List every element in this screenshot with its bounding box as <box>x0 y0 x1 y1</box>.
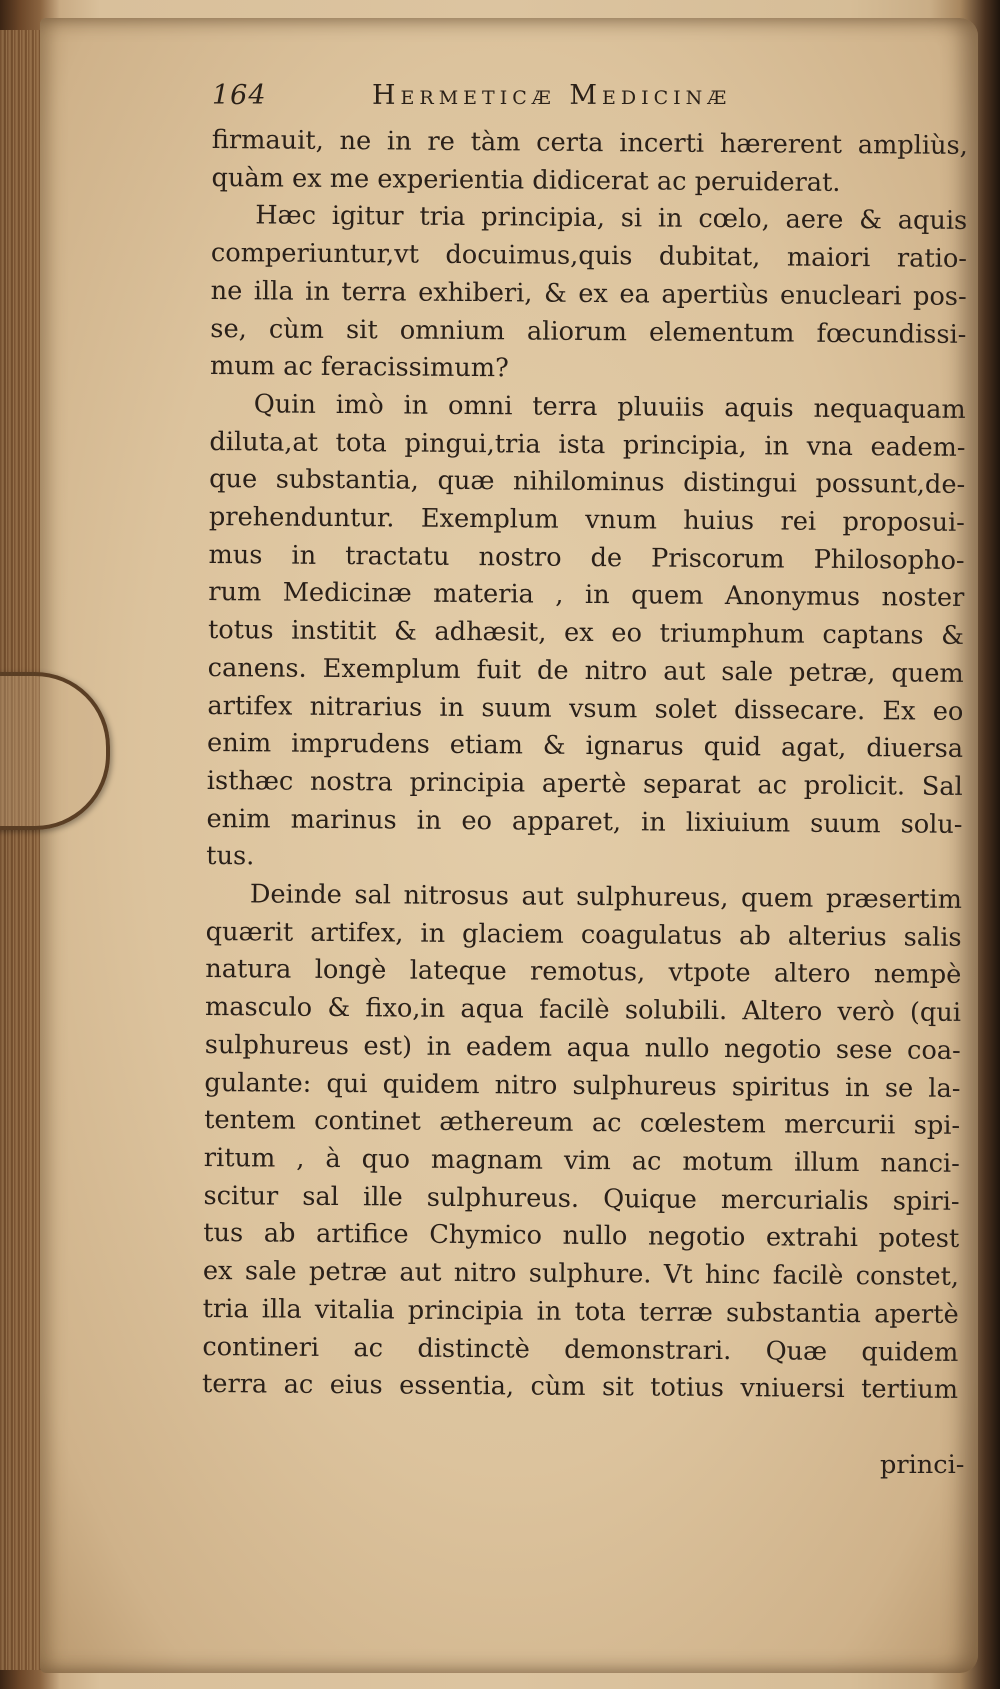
text-line: enim imprudens etiam & ignarus quid agat, diuersa <box>207 728 964 765</box>
text-line: masculo & fixo,in aqua facilè solubili. Altero verò (qui <box>204 992 962 1029</box>
text-line: ex sale petræ aut nitro sulphure. Vt hinc facilè constet, <box>202 1256 960 1292</box>
catchword: princi- <box>880 1450 965 1480</box>
text-line: Quin imò in omni terra pluuiis aquis nequaquam <box>253 389 966 425</box>
body-text <box>202 122 980 1410</box>
text-line: mus in tractatu nostro de Priscorum Philosopho- <box>208 539 965 576</box>
text-line: se, cùm sit omnium aliorum elementum fœcundissi- <box>210 313 967 350</box>
page-header <box>212 76 902 116</box>
text-line: terra ac eius essentia, cùm sit totius vniuersi tertium <box>201 1369 959 1406</box>
text-line: gulante: qui quidem nitro sulphureus spiritus in se la- <box>204 1067 961 1104</box>
text-line: tus. <box>206 841 255 872</box>
text-line: ritum , à quo magnam vim ac motum illum nanci- <box>203 1142 960 1179</box>
running-title: Hermeticæ Medicinæ <box>372 80 732 111</box>
text-line: firmauit, ne in re tàm certa incerti hærerent ampliùs, <box>211 124 968 161</box>
text-line: sulphureus est) in eadem aqua nullo negotio sese coa- <box>204 1029 961 1066</box>
text-line: diluta,at tota pingui,tria ista principia, in vna eadem- <box>209 426 966 463</box>
text-line: Hæc igitur tria principia, si in cœlo, aere & aquis <box>255 200 968 237</box>
text-line: tria illa vitalia principia in tota terræ substantia apertè <box>202 1293 959 1330</box>
text-line: contineri ac distinctè demonstrari. Quæ quidem <box>202 1331 959 1368</box>
text-line: Deinde sal nitrosus aut sulphureus, quem præsertim <box>249 879 963 915</box>
page-stack-edge <box>0 30 44 1670</box>
text-line: isthæc nostra principia apertè separat ac prolicit. Sal <box>206 765 963 802</box>
text-line: canens. Exemplum fuit de nitro aut sale petræ, quem <box>207 652 964 689</box>
text-line: natura longè lateque remotus, vtpote altero nempè <box>205 954 962 991</box>
text-line: comperiuntur,vt docuimus,quis dubitat, maiori ratio- <box>210 238 968 275</box>
text-line: tentem continet æthereum ac cœlestem mercurii spi- <box>204 1105 961 1142</box>
text-line: quàm ex me experientia didicerat ac peruiderat. <box>211 162 841 198</box>
text-line: ne illa in terra exhiberi, & ex ea apertiùs enucleari pos- <box>210 275 967 312</box>
text-line: rum Medicinæ materia , in quem Anonymus noster <box>208 577 965 614</box>
text-line: scitur sal ille sulphureus. Quique mercurialis spiri- <box>203 1180 960 1217</box>
text-line: mum ac feracissimum? <box>209 351 509 384</box>
text-line: tus ab artifice Chymico nullo negotio extrahi potest <box>203 1218 960 1255</box>
text-line: enim marinus in eo apparet, in lixiuium suum solu- <box>206 803 963 840</box>
text-line: que substantia, quæ nihilominus distingui possunt,de- <box>209 464 966 501</box>
text-line: prehenduntur. Exemplum vnum huius rei proposui- <box>208 502 965 538</box>
text-line: artifex nitrarius in suum vsum solet dissecare. Ex eo <box>207 690 964 727</box>
page-number: 164 <box>212 80 267 111</box>
text-line: totus institit & adhæsit, ex eo triumphum captans & <box>207 615 965 652</box>
text-line: quærit artifex, in glaciem coagulatus ab alterius salis <box>205 916 962 953</box>
